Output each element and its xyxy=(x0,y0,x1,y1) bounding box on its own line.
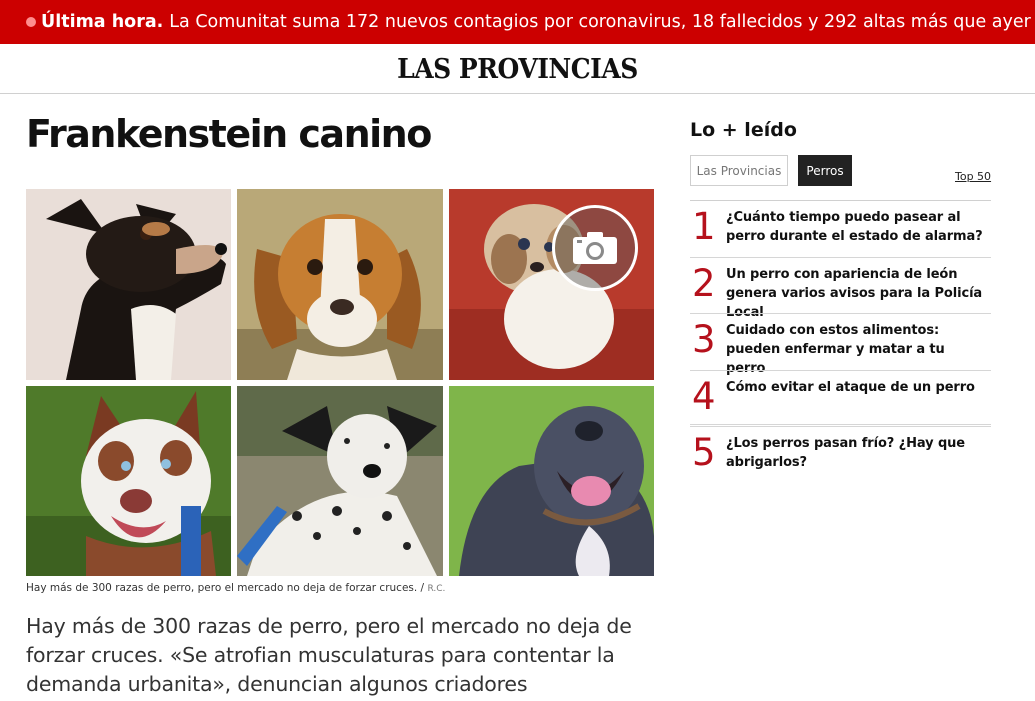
breaking-news-link[interactable]: La Comunitat suma 172 nuevos contagios por coronavirus, 18 fallecidos y 292 altas más que ayer xyxy=(169,12,1031,32)
article-subtitle: Hay más de 300 razas de perro, pero el mercado no deja de forzar cruces. «Se atrofian musculaturas para contentar la demanda urbanita», denuncian algunos criadores xyxy=(26,614,632,696)
breaking-news-label: Última hora. xyxy=(41,12,164,32)
photo-credit: R.C. xyxy=(427,584,446,594)
list-item[interactable] xyxy=(690,257,991,320)
rank-number: 3 xyxy=(692,318,716,361)
tab-perros[interactable]: Perros xyxy=(798,155,852,186)
rank-headline[interactable]: Un perro con apariencia de león genera varios avisos para la Policía Local xyxy=(726,266,983,320)
top50-link[interactable]: Top 50 xyxy=(955,170,992,183)
site-logo[interactable]: LAS PROVINCIAS xyxy=(397,52,638,85)
most-read-title: Lo + leído xyxy=(690,119,797,141)
photo-caption-text: Hay más de 300 razas de perro, pero el mercado no deja de forzar cruces. / xyxy=(26,582,425,594)
live-dot-icon xyxy=(26,17,36,27)
masthead xyxy=(0,44,1035,94)
rank-headline[interactable]: Cuidado con estos alimentos: pueden enfermar y matar a tu perro xyxy=(726,323,945,376)
tab-las-provincias[interactable]: Las Provincias xyxy=(690,155,788,186)
photo-gallery[interactable] xyxy=(26,189,654,576)
list-item[interactable] xyxy=(690,313,991,376)
breaking-news-bar[interactable] xyxy=(0,0,1035,44)
rank-number: 4 xyxy=(692,374,716,418)
dog-photo-beagle-puppy xyxy=(237,189,443,380)
list-item[interactable] xyxy=(690,370,991,427)
list-item[interactable] xyxy=(690,200,991,257)
camera-icon xyxy=(572,231,618,265)
rank-headline[interactable]: ¿Cuánto tiempo puedo pasear al perro durante el estado de alarma? xyxy=(726,210,983,244)
dog-photo-dalmatian-mix xyxy=(237,386,443,576)
rank-headline[interactable]: ¿Los perros pasan frío? ¿Hay que abrigarlos? xyxy=(726,436,966,470)
dog-photo-chihuahua-mix xyxy=(26,189,231,380)
list-divider xyxy=(690,424,991,425)
rank-number: 5 xyxy=(692,431,716,474)
photo-caption xyxy=(26,582,445,594)
article-title: Frankenstein canino xyxy=(26,112,431,156)
rank-headline[interactable]: Cómo evitar el ataque de un perro xyxy=(726,379,975,395)
rank-number: 1 xyxy=(692,205,716,248)
rank-number: 2 xyxy=(692,261,716,305)
gallery-camera-button[interactable] xyxy=(552,205,638,291)
dog-photo-pitbull-husky xyxy=(26,386,231,576)
list-item[interactable] xyxy=(690,426,991,483)
dog-photo-blue-pitbull xyxy=(449,386,654,576)
most-read-list xyxy=(690,200,991,483)
